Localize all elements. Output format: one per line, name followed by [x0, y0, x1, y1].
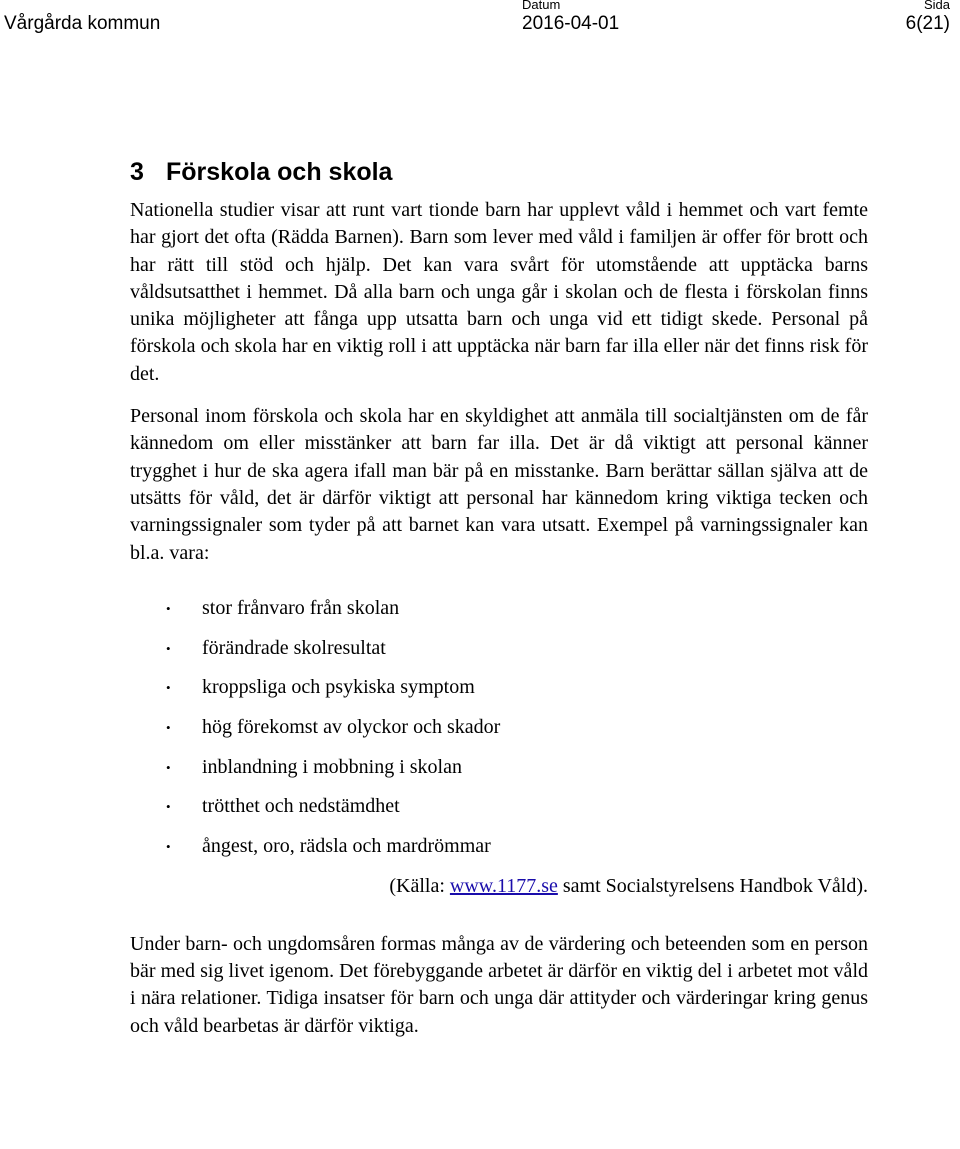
- source-prefix: (Källa:: [389, 874, 450, 897]
- bullet-icon: •: [166, 719, 171, 735]
- list-item-text: kroppsliga och psykiska symptom: [202, 676, 475, 699]
- warning-signals-list: [130, 595, 868, 860]
- list-item-text: hög förekomst av olyckor och skador: [202, 715, 501, 738]
- list-item-text: stor frånvaro från skolan: [202, 596, 400, 619]
- list-item: [130, 595, 868, 622]
- source-suffix: samt Socialstyrelsens Handbok Våld).: [557, 874, 868, 897]
- paragraph-prevention: Under barn- och ungdomsåren formas många av de värdering och beteenden som en person bär med sig livet igenom. Det förebyggande arbetet är därför en viktig del i arbetet mot våld i nära relationer. Tidiga insatser för barn och unga där attityder och värderingar kring genus och våld bearbetas är därför viktiga.: [130, 932, 868, 1037]
- bullet-icon: •: [166, 600, 171, 616]
- list-item-text: förändrade skolresultat: [202, 636, 386, 659]
- date-value: 2016-04-01: [522, 13, 620, 34]
- bullet-icon: •: [166, 640, 171, 656]
- list-item: [130, 674, 868, 701]
- list-item: [130, 793, 868, 820]
- source-link[interactable]: www.1177.se: [449, 874, 558, 897]
- paragraph-intro: Nationella studier visar att runt vart tionde barn har upplevt våld i hemmet och vart femte har gjort det ofta (Rädda Barnen). Barn som lever med våld i familjen är offer för brott och har rätt till stöd och hjälp. Det kan vara svårt för utomstående att upptäcka barns våldsutsatthet i hemmet. Då alla barn och unga går i skolan och de flesta i förskolan finns unika möjligheter att fånga upp utsatta barn och unga vid ett tidigt skede. Personal på förskola och skola har en viktig roll i att upptäcka när barn far illa eller när det finns risk för det.: [130, 199, 868, 385]
- list-item: [130, 754, 868, 781]
- source-citation: [130, 873, 868, 900]
- list-item-text: ångest, oro, rädsla och mardrömmar: [202, 834, 491, 857]
- list-item: [130, 833, 868, 860]
- date-label: Datum: [522, 0, 561, 12]
- bullet-icon: •: [166, 759, 171, 775]
- paragraph-obligation: Personal inom förskola och skola har en skyldighet att anmäla till socialtjänsten om de får kännedom om eller misstänker att barn far illa. Det är då viktigt att personal känner trygghet i hur de ska agera ifall man bär på en misstanke. Barn berättar sällan själva att de utsätts för våld, det är därför viktigt att personal har kännedom kring viktiga tecken och varningssignaler som tyder på att barnet kan vara utsatt. Exempel på varningssignaler kan bl.a. vara:: [130, 405, 868, 564]
- section-number: 3: [130, 158, 144, 186]
- list-item-text: inblandning i mobbning i skolan: [202, 755, 462, 778]
- page-header: [0, 0, 960, 44]
- list-item-text: trötthet och nedstämdhet: [202, 795, 400, 818]
- document-body: [130, 150, 868, 1040]
- section-heading: [130, 150, 868, 194]
- list-item: [130, 635, 868, 662]
- bullet-icon: •: [166, 838, 171, 854]
- section-title: Förskola och skola: [166, 158, 393, 186]
- page-label: Sida: [923, 0, 950, 12]
- bullet-icon: •: [166, 680, 171, 696]
- organization-name: Vårgårda kommun: [4, 13, 161, 34]
- bullet-icon: •: [166, 799, 171, 815]
- list-item: [130, 714, 868, 741]
- page-number: 6(21): [905, 13, 950, 34]
